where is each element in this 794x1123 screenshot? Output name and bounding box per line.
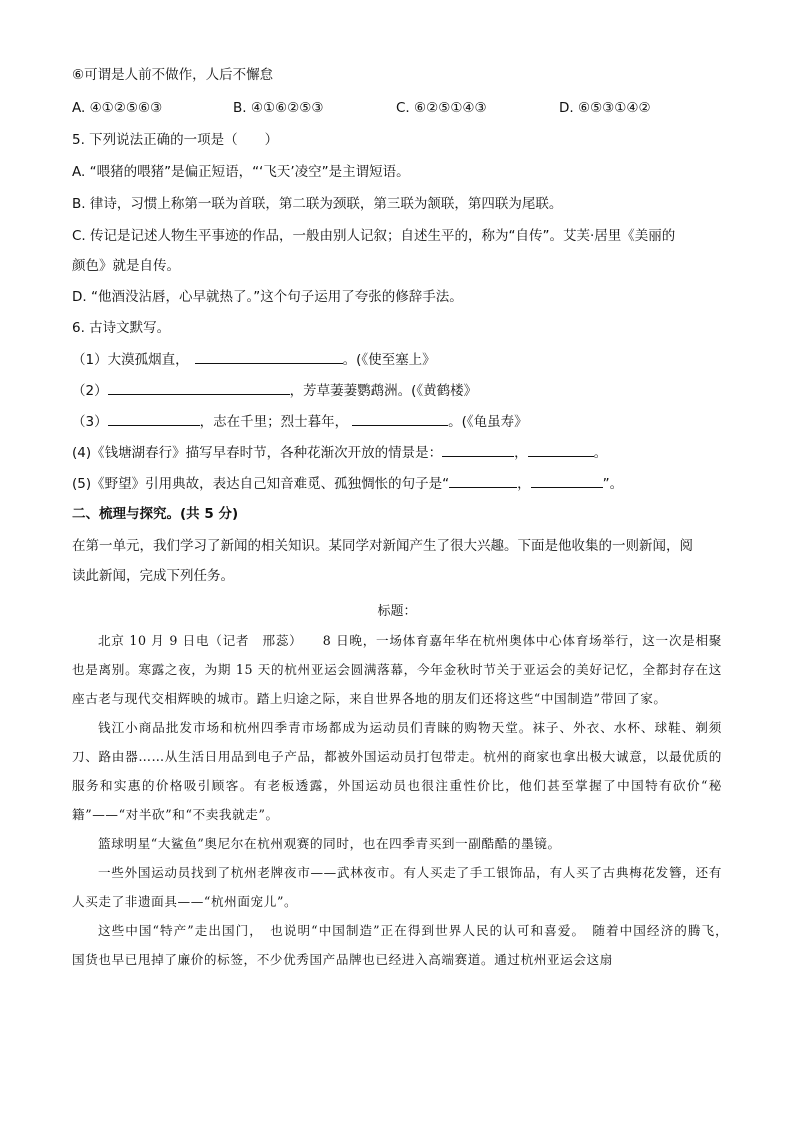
q6-blank-3a[interactable] bbox=[108, 412, 200, 426]
q6-blank-4b[interactable] bbox=[528, 443, 594, 457]
q6-l5-sep: ， bbox=[517, 476, 531, 492]
q6-blank-3b[interactable] bbox=[352, 412, 448, 426]
q6-l2-num: （2） bbox=[72, 383, 108, 399]
news-paragraph-2: 钱江小商品批发市场和杭州四季青市场都成为运动员们青睐的购物天堂。袜子、外衣、水杯、球鞋、剃须刀、路由器……从生活日用品到电子产品，都被外国运动员打包带走。杭州的商家也拿出极大诚意，以最优质的服务和实惠的价格吸引顾客。有老板透露，外国运动员也很注重性价比，他们甚至掌握了中国特有砍价“秘籍”——“对半砍”和“不卖我就走”。 bbox=[72, 720, 722, 822]
q4-item-6: ⑥可谓是人前不做作，人后不懈怠 bbox=[72, 67, 274, 83]
news-title-label: 标题： bbox=[377, 604, 417, 619]
q6-line-1 bbox=[72, 350, 436, 369]
q6-l1-source: 。(《使至塞上》 bbox=[342, 352, 436, 368]
q6-line-3 bbox=[72, 412, 528, 431]
q6-blank-1[interactable] bbox=[195, 350, 343, 364]
q6-l2-text: ，芳草萋萋鹦鹉洲。(《黄鹤楼》 bbox=[289, 383, 478, 399]
q4-option-d[interactable]: D. ⑥⑤③①④② bbox=[559, 100, 651, 116]
q5-option-b[interactable]: B. 律诗，习惯上称第一联为首联，第二联为颈联，第三联为颔联，第四联为尾联。 bbox=[72, 196, 563, 212]
news-paragraph-5: 这些中国“特产”走出国门， 也说明“中国制造”正在得到世界人民的认可和喜爱。 随着中国经济的腾飞， 国货也早已甩掉了廉价的标签，不少优秀国产品牌也已经进入高端赛道。通过杭州亚运会这扇 bbox=[72, 923, 736, 967]
q4-option-a[interactable]: A. ④①②⑤⑥③ bbox=[72, 100, 163, 116]
q5-option-c-cont: 颜色》就是自传。 bbox=[72, 258, 180, 274]
news-paragraph-4: 一些外国运动员找到了杭州老牌夜市——武林夜市。有人买走了手工银饰品，有人买了古典梅花发簪，还有人买走了非遗面具——“杭州面宠儿”。 bbox=[72, 865, 722, 909]
q4-options bbox=[72, 99, 651, 117]
q5-option-c[interactable]: C. 传记是记述人物生平事迹的作品，一般由别人记叙；自述生平的，称为“自传”。艾芙·居里《美丽的 bbox=[72, 228, 676, 244]
q6-l3-source: 。(《龟虽寿》 bbox=[448, 414, 528, 430]
q6-l4-text: (4)《钱塘湖春行》描写早春时节，各种花渐次开放的情景是： bbox=[72, 445, 443, 461]
q6-blank-2[interactable] bbox=[108, 381, 290, 395]
q6-l4-sep: ， bbox=[514, 445, 528, 461]
q5-option-a[interactable]: A. “喂猪的喂猪”是偏正短语，“‘飞天’凌空”是主谓短语。 bbox=[72, 164, 410, 180]
q6-stem: 6. 古诗文默写。 bbox=[72, 320, 171, 336]
q6-line-5 bbox=[72, 474, 623, 493]
section-2-intro: 在第一单元，我们学习了新闻的相关知识。某同学对新闻产生了很大兴趣。下面是他收集的一则新闻，阅 bbox=[72, 538, 693, 554]
q5-stem: 5. 下列说法正确的一项是（ ） bbox=[72, 132, 279, 148]
q6-blank-5a[interactable] bbox=[449, 474, 517, 488]
q6-l3-text: ，志在千里；烈士暮年， bbox=[199, 414, 349, 430]
q6-line-2 bbox=[72, 381, 477, 400]
section-2-heading: 二、梳理与探究。(共 5 分) bbox=[72, 506, 239, 522]
q6-line-4 bbox=[72, 443, 607, 462]
q6-l5-end: ”。 bbox=[602, 476, 624, 492]
q6-blank-4a[interactable] bbox=[442, 443, 514, 457]
q4-option-b[interactable]: B. ④①⑥②⑤③ bbox=[233, 100, 324, 116]
q6-l1-text: （1）大漠孤烟直， bbox=[72, 352, 189, 368]
q5-option-d[interactable]: D. “他酒没沾唇，心早就热了。”这个句子运用了夸张的修辞手法。 bbox=[72, 289, 463, 305]
news-body bbox=[72, 626, 736, 974]
news-paragraph-1: 北京 10 月 9 日电（记者 邢蕊） 8 日晚，一场体育嘉年华在杭州奥体中心体育场举行，这一次是相聚也是离别。寒露之夜，为期 15 天的杭州亚运会圆满落幕，今年金秋时节关于亚运会的美好记忆，全都封存在这座古老与现代交相辉映的城市。踏上归途之际，来自世界各地的朋友们还将这些“中国制造”带回了家。 bbox=[72, 633, 722, 706]
q6-l4-end: 。 bbox=[593, 445, 608, 461]
section-2-intro-cont: 读此新闻，完成下列任务。 bbox=[72, 568, 234, 584]
q4-option-c[interactable]: C. ⑥②⑤①④③ bbox=[396, 100, 487, 116]
q6-blank-5b[interactable] bbox=[531, 474, 603, 488]
q6-l5-text: (5)《野望》引用典故，表达自己知音难觅、孤独惆怅的句子是“ bbox=[72, 476, 450, 492]
news-paragraph-3: 篮球明星“大鲨鱼”奥尼尔在杭州观赛的同时，也在四季青买到一副酷酷的墨镜。 bbox=[98, 836, 561, 851]
q6-l3-num: （3） bbox=[72, 414, 108, 430]
